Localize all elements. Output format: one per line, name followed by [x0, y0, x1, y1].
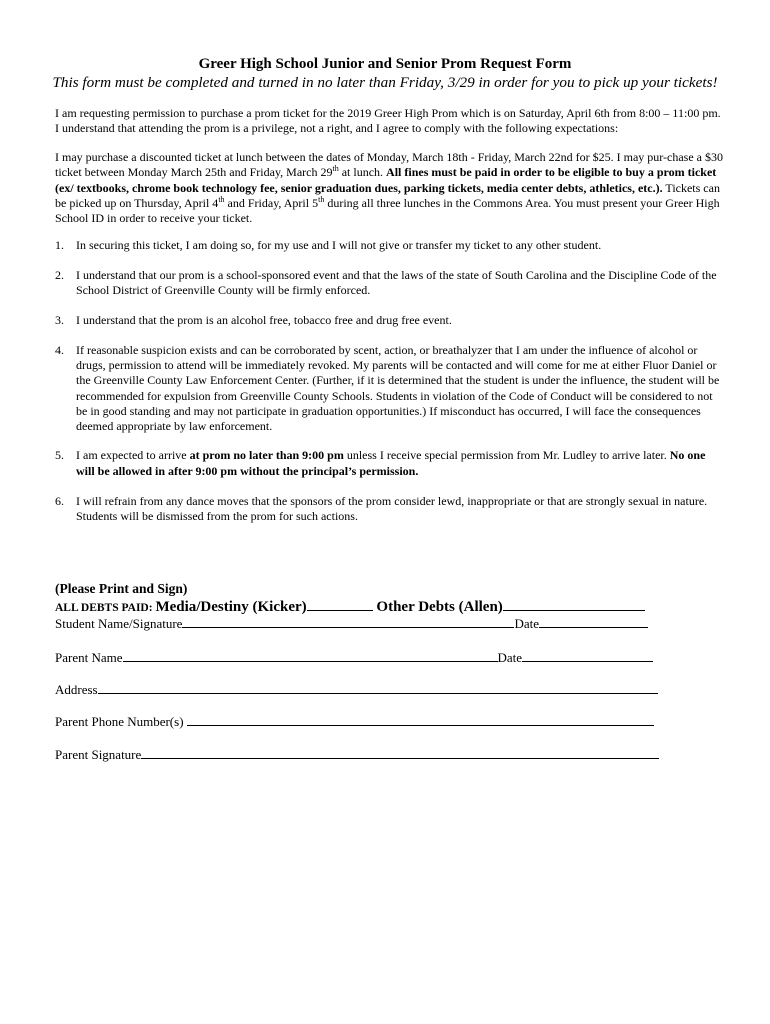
parent-signature-field[interactable]	[141, 746, 659, 759]
student-label: Student Name/Signature	[55, 616, 183, 631]
parent-date-field[interactable]	[522, 649, 653, 662]
debts-paid-line	[55, 597, 645, 616]
rules-list	[55, 238, 725, 539]
rule-item	[55, 238, 725, 253]
discount-paragraph	[55, 150, 725, 226]
rule-text-a: I am expected to arrive	[76, 448, 190, 463]
rule-number: 6.	[55, 493, 64, 508]
parent-date-label: Date	[497, 650, 523, 665]
sign-heading: (Please Print and Sign)	[55, 581, 188, 596]
address-row	[55, 681, 658, 698]
rule-item	[55, 343, 725, 435]
parent-signature-label: Parent Signature	[55, 747, 142, 762]
rule-number: 4.	[55, 342, 64, 357]
parent-name-field[interactable]	[123, 649, 498, 662]
parent-signature-row	[55, 746, 659, 763]
discount-text-2: at lunch.	[338, 165, 387, 180]
rule-number: 5.	[55, 448, 64, 463]
media-destiny-label: Media/Destiny (Kicker)	[155, 599, 307, 615]
address-label: Address	[55, 682, 98, 697]
late-entry-notice: No one will be allowed in after 9:00 pm without the principal’s permission.	[76, 448, 706, 478]
student-row	[55, 615, 648, 632]
discount-text-5: during all three lunches in the Commons Area. You must present your Greer High School ID in order to receive your ticket.	[55, 195, 720, 226]
rule-text: I understand that the prom is an alcohol free, tobacco free and drug free event.	[76, 312, 452, 327]
phone-field[interactable]	[187, 713, 654, 726]
rule-number: 2.	[55, 267, 64, 282]
intro-paragraph: I am requesting permission to purchase a prom ticket for the 2019 Greer High Prom which is on Saturday, April 6th from 8:00 – 11:00 pm. I understand that attending the prom is a privilege, not a right, and I agree to comply with the following expectations:	[55, 106, 721, 136]
rule-number: 3.	[55, 312, 64, 327]
other-debts-label: Other Debts (Allen)	[372, 599, 503, 615]
discount-sup-3: th	[318, 194, 325, 204]
discount-text-4: and Friday, April 5	[224, 195, 319, 210]
rule-text: I will refrain from any dance moves that the sponsors of the prom consider lewd, inappropriate or that are strongly sexual in nature. Students will be dismissed from the prom for such actions.	[76, 493, 708, 523]
fines-notice: All fines must be paid in order to be eligible to buy a prom ticket (ex/ textbooks, chrome book technology fee, senior graduation dues, parking tickets, media center debts, athletics, etc.).	[55, 165, 717, 195]
discount-sup-2: th	[218, 194, 225, 204]
rule-item	[55, 313, 725, 328]
other-debts-field[interactable]	[503, 597, 645, 611]
phone-row	[55, 713, 654, 730]
parent-name-row	[55, 649, 653, 666]
rule-item	[55, 448, 725, 479]
rule-text: I understand that our prom is a school-sponsored event and that the laws of the state of South Carolina and the Discipline Code of the School District of Greenville County will be firmly enforced.	[76, 267, 717, 298]
student-date-label: Date	[514, 616, 539, 631]
rule-text-b: unless I receive special permission from Mr. Ludley to arrive later.	[343, 448, 670, 463]
form-title: Greer High School Junior and Senior Prom Request Form	[198, 56, 572, 72]
address-field[interactable]	[98, 681, 658, 694]
phone-label: Parent Phone Number(s)	[55, 714, 187, 729]
rule-text: In securing this ticket, I am doing so, for my use and I will not give or transfer my ticket to any other student.	[76, 238, 602, 252]
discount-text-3: Tickets can be picked up on Thursday, April 4	[55, 180, 720, 210]
rule-item	[55, 494, 725, 525]
discount-sup-1: th	[332, 164, 339, 174]
media-debts-field[interactable]	[307, 597, 373, 611]
form-subtitle: This form must be completed and turned in no later than Friday, 3/29 in order for you to pick up your tickets!	[52, 74, 718, 91]
debts-paid-label: ALL DEBTS PAID:	[55, 602, 156, 614]
student-signature-field[interactable]	[182, 615, 514, 628]
arrival-deadline: at prom no later than 9:00 pm	[189, 448, 344, 463]
parent-name-label: Parent Name	[55, 650, 123, 665]
discount-text-1: I may purchase a discounted ticket at lunch between the dates of Monday, March 18th - Friday, March 22nd for $25. I may pur-chase a $30 ticket between Monday March 25th and Friday, March 29	[55, 150, 723, 180]
rule-text: If reasonable suspicion exists and can be corroborated by scent, action, or breathalyzer that I am under the influence of alcohol or drugs, permission to attend will be immediately revoked. My parents will be contacted and will come for me at either Fluor Daniel or the Greenville County Law Enforcement Center. (Further, if it is determined that the student is under the influence, the student will be recommended for expulsion from Greenville County Schools. Students in violation of the Code of Conduct will be considered to not be in good standing and may not participate in graduation opportunities.) If misconduct has occurred, I will face the consequences deemed appropriate by law enforcement.	[76, 342, 720, 434]
rule-item	[55, 268, 725, 299]
rule-number: 1.	[55, 238, 64, 252]
student-date-field[interactable]	[539, 615, 648, 628]
